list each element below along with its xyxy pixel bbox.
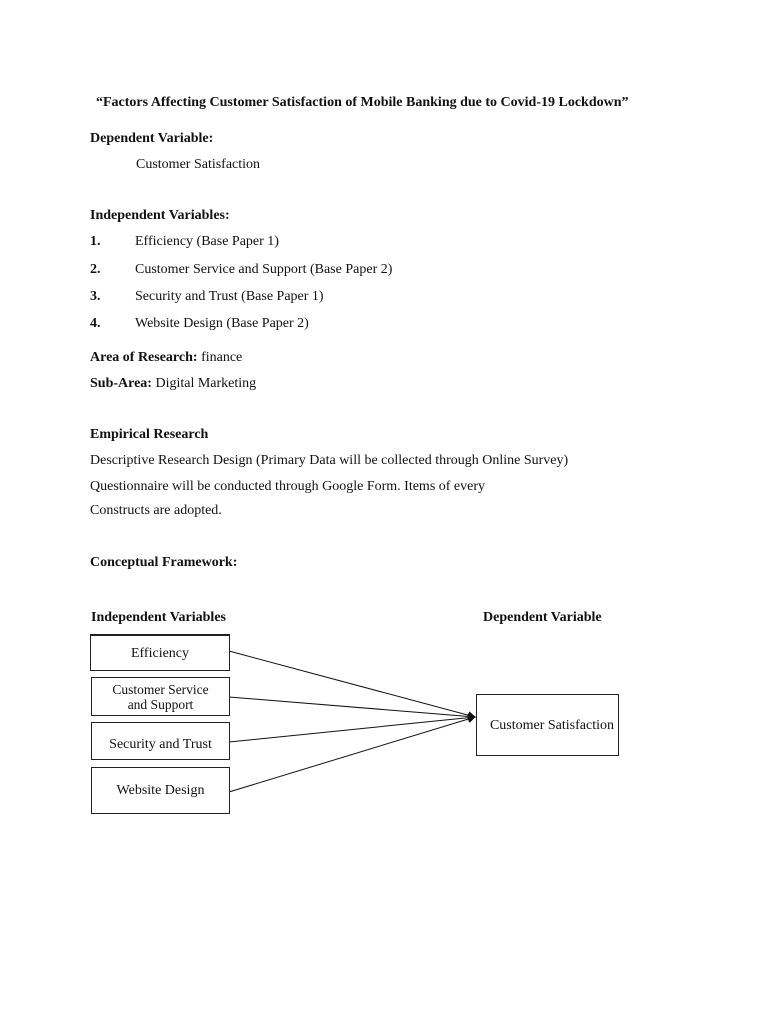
framework-dependent-heading: Dependent Variable bbox=[483, 610, 602, 625]
list-item-number: 2. bbox=[90, 262, 101, 277]
list-item-number: 3. bbox=[90, 289, 101, 304]
list-item-number: 1. bbox=[90, 234, 101, 249]
sub-area-label: Sub-Area: bbox=[90, 376, 152, 391]
framework-box-efficiency bbox=[90, 634, 230, 671]
dependent-variable-heading: Dependent Variable: bbox=[90, 131, 214, 146]
framework-target-label: Customer Satisfaction bbox=[489, 717, 614, 733]
arrow-security-trust bbox=[229, 717, 475, 742]
empirical-research-line: Questionnaire will be conducted through Google Form. Items of every bbox=[90, 479, 486, 494]
framework-box-label: Efficiency bbox=[130, 645, 190, 661]
document-title: “Factors Affecting Customer Satisfaction of Mobile Banking due to Covid-19 Lockdown” bbox=[96, 95, 629, 110]
framework-box-label: Website Design bbox=[116, 783, 205, 798]
empirical-research-line: Descriptive Research Design (Primary Data will be collected through Online Survey) bbox=[90, 453, 569, 468]
framework-box-customer-service bbox=[91, 677, 230, 716]
list-item: Security and Trust (Base Paper 1) bbox=[135, 289, 324, 304]
framework-box-label: Security and Trust bbox=[109, 736, 212, 752]
list-item: Customer Service and Support (Base Paper 2) bbox=[135, 262, 393, 277]
framework-independent-heading: Independent Variables bbox=[91, 610, 226, 625]
list-item: Efficiency (Base Paper 1) bbox=[135, 234, 279, 249]
list-item-number: 4. bbox=[90, 316, 101, 331]
independent-variables-heading: Independent Variables: bbox=[90, 208, 230, 223]
area-of-research-label: Area of Research: bbox=[90, 350, 198, 365]
framework-box-label: Customer Service bbox=[112, 681, 209, 697]
framework-box-security-trust bbox=[91, 722, 230, 760]
framework-box-customer-satisfaction bbox=[476, 694, 619, 756]
arrow-website-design bbox=[229, 717, 475, 792]
empirical-research-heading: Empirical Research bbox=[90, 427, 209, 442]
list-item: Website Design (Base Paper 2) bbox=[135, 316, 309, 331]
area-of-research-value: finance bbox=[201, 350, 243, 365]
conceptual-framework-heading: Conceptual Framework: bbox=[90, 555, 238, 570]
framework-box-website-design bbox=[91, 767, 230, 814]
framework-box-label-line2: and Support bbox=[127, 696, 194, 712]
empirical-research-line: Constructs are adopted. bbox=[90, 503, 222, 518]
dependent-variable-value: Customer Satisfaction bbox=[136, 157, 261, 172]
sub-area-value: Digital Marketing bbox=[155, 376, 257, 391]
